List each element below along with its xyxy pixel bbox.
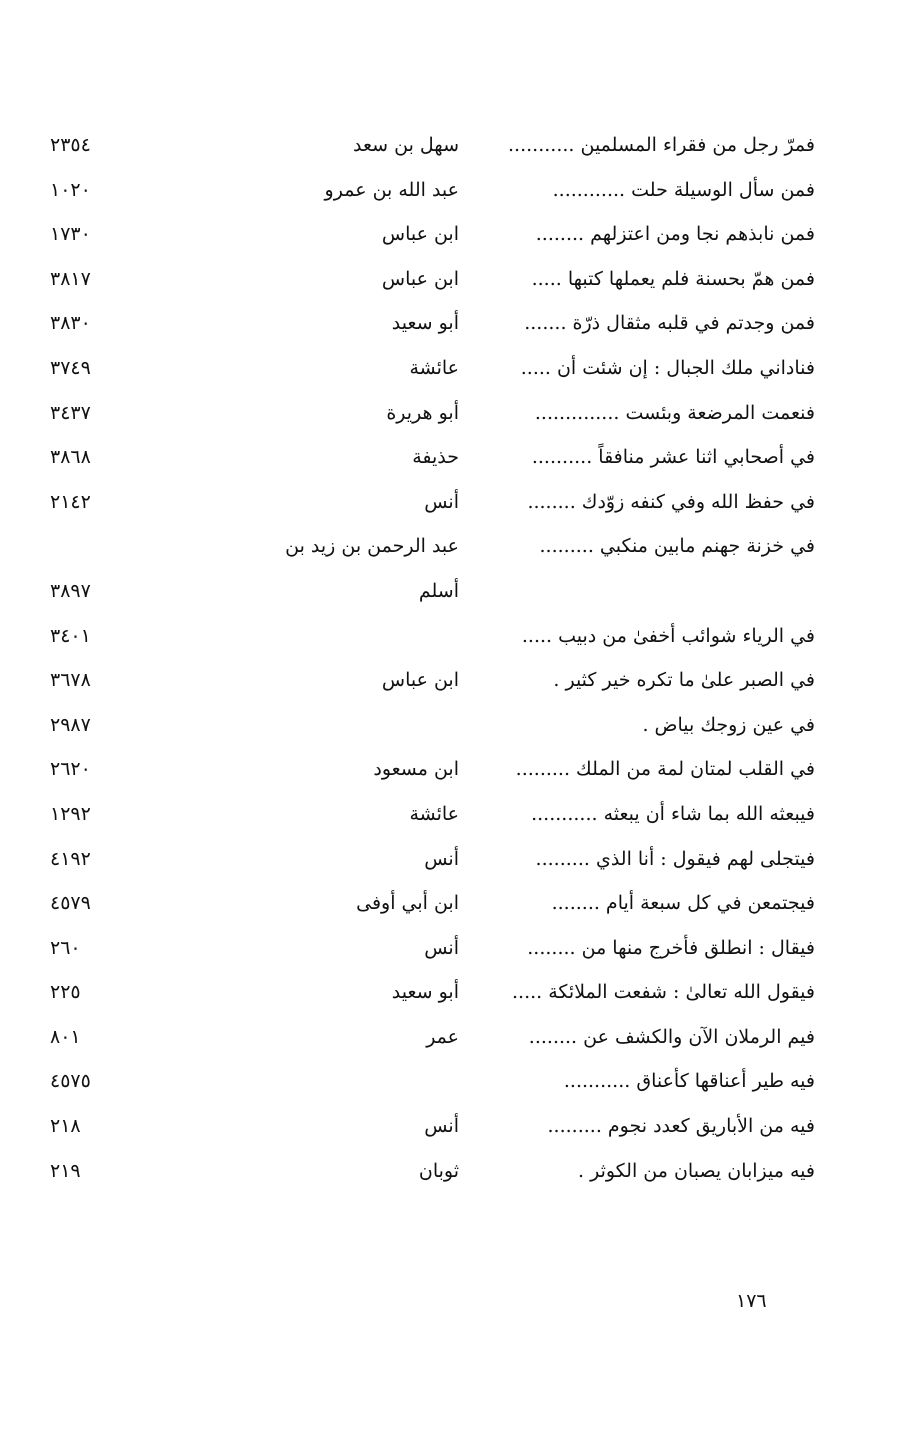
hadith-number: ٢١٨ (50, 1115, 81, 1138)
index-row (0, 305, 897, 350)
hadith-number: ٣٤٠١ (50, 624, 91, 647)
index-row (0, 350, 897, 395)
hadith-text: فمن همّ بحسنة فلم يعملها كتبها ..... (531, 267, 815, 290)
hadith-text: فمن نابذهم نجا ومن اعتزلهم ........ (535, 223, 815, 246)
hadith-text: فيه من الأباريق كعدد نجوم ......... (547, 1115, 815, 1138)
hadith-number: ٣٨٩٧ (50, 579, 91, 602)
index-row (0, 528, 897, 573)
narrator-name: عبد الله بن عمرو (324, 178, 459, 201)
index-row (0, 216, 897, 261)
hadith-text: فمرّ رجل من فقراء المسلمين ........... (508, 134, 815, 156)
index-row (0, 439, 897, 484)
index-row (0, 573, 897, 618)
index-row (0, 885, 897, 930)
narrator-name: عائشة (409, 802, 459, 825)
narrator-name: سهل بن سعد (353, 134, 459, 156)
hadith-text: فيقول الله تعالىٰ : شفعت الملائكة ..... (511, 981, 815, 1004)
hadith-text: فناداني ملك الجبال : إن شئت أن ..... (520, 356, 815, 379)
index-row (0, 261, 897, 306)
hadith-number: ٢٣٥٤ (50, 134, 91, 156)
narrator-name: عبد الرحمن بن زيد بن (285, 535, 459, 558)
hadith-text: في القلب لمتان لمة من الملك ......... (515, 758, 815, 781)
hadith-number: ٨٠١ (50, 1025, 81, 1048)
index-row (0, 1153, 897, 1198)
hadith-number: ٢٦٠ (50, 936, 81, 959)
hadith-text: في حفظ الله وفي كنفه زوّدك ........ (527, 490, 815, 513)
narrator-name: أبو سعيد (391, 981, 459, 1004)
hadith-number: ٢٩٨٧ (50, 713, 91, 736)
index-row (0, 751, 897, 796)
hadith-number: ١٠٢٠ (50, 178, 91, 201)
hadith-number: ٣٤٣٧ (50, 401, 91, 424)
hadith-number: ٢١٤٢ (50, 490, 91, 513)
hadith-number: ٢٦٢٠ (50, 758, 91, 781)
narrator-name: ابن أبي أوفى (356, 892, 459, 915)
hadith-text: في أصحابي اثنا عشر منافقاً .......... (531, 446, 815, 469)
narrator-name: ثوبان (418, 1159, 459, 1182)
narrator-name: أنس (424, 936, 459, 959)
index-row (0, 796, 897, 841)
hadith-number: ٣٨٦٨ (50, 446, 91, 469)
hadith-number: ٢١٩ (50, 1159, 81, 1182)
hadith-text: في الرياء شوائب أخفىٰ من دبيب ..... (521, 624, 815, 647)
narrator-name: أبو هريرة (386, 401, 459, 424)
narrator-name: أنس (424, 847, 459, 870)
narrator-name: ابن عباس (381, 223, 459, 246)
hadith-number: ٣٧٤٩ (50, 356, 91, 379)
hadith-text: فيه ميزابان يصبان من الكوثر . (578, 1159, 815, 1182)
hadith-number: ٢٢٥ (50, 981, 81, 1004)
hadith-number: ٤٥٧٥ (50, 1070, 91, 1093)
narrator-name: أنس (424, 1115, 459, 1138)
hadith-index-list (0, 127, 897, 1197)
hadith-text: فيقال : انطلق فأخرج منها من ........ (527, 936, 815, 959)
narrator-name: حذيفة (412, 446, 459, 469)
index-row (0, 395, 897, 440)
index-row (0, 172, 897, 217)
hadith-text: فيه طير أعناقها كأعناق ........... (563, 1070, 815, 1093)
hadith-number: ٣٨١٧ (50, 267, 91, 290)
hadith-text: فنعمت المرضعة وبئست .............. (534, 401, 815, 424)
index-row (0, 930, 897, 975)
hadith-text: فمن سأل الوسيلة حلت ............ (552, 178, 815, 201)
narrator-name: أنس (424, 490, 459, 513)
index-row (0, 662, 897, 707)
index-row (0, 484, 897, 529)
page-number: ١٧٦ (736, 1290, 767, 1312)
index-row (0, 707, 897, 752)
hadith-text: في الصبر علىٰ ما تكره خير كثير . (553, 669, 815, 692)
index-row (0, 127, 897, 172)
hadith-number: ٤١٩٢ (50, 847, 91, 870)
index-row (0, 841, 897, 886)
narrator-name: ابن عباس (381, 669, 459, 692)
index-row (0, 974, 897, 1019)
narrator-name: ابن مسعود (373, 758, 459, 781)
hadith-text: فيم الرملان الآن والكشف عن ........ (528, 1025, 815, 1048)
hadith-text: في عين زوجك بياض . (642, 713, 815, 736)
hadith-text: فيتجلى لهم فيقول : أنا الذي ......... (535, 847, 815, 870)
hadith-number: ١٧٣٠ (50, 223, 91, 246)
hadith-number: ٣٦٧٨ (50, 669, 91, 692)
narrator-name: ابن عباس (381, 267, 459, 290)
index-row (0, 618, 897, 663)
hadith-text: فيجتمعن في كل سبعة أيام ........ (551, 892, 815, 915)
narrator-name: عمر (426, 1025, 459, 1048)
index-row (0, 1063, 897, 1108)
hadith-text: فمن وجدتم في قلبه مثقال ذرّة ....... (524, 312, 815, 335)
hadith-number: ٤٥٧٩ (50, 892, 91, 915)
hadith-text: في خزنة جهنم مابين منكبي ......... (539, 535, 815, 558)
index-row (0, 1108, 897, 1153)
narrator-name: أبو سعيد (391, 312, 459, 335)
hadith-number: ٣٨٣٠ (50, 312, 91, 335)
hadith-text: فيبعثه الله بما شاء أن يبعثه ........... (531, 802, 815, 825)
index-row (0, 1019, 897, 1064)
narrator-name: أسلم (418, 579, 459, 602)
hadith-number: ١٢٩٢ (50, 802, 91, 825)
narrator-name: عائشة (409, 356, 459, 379)
